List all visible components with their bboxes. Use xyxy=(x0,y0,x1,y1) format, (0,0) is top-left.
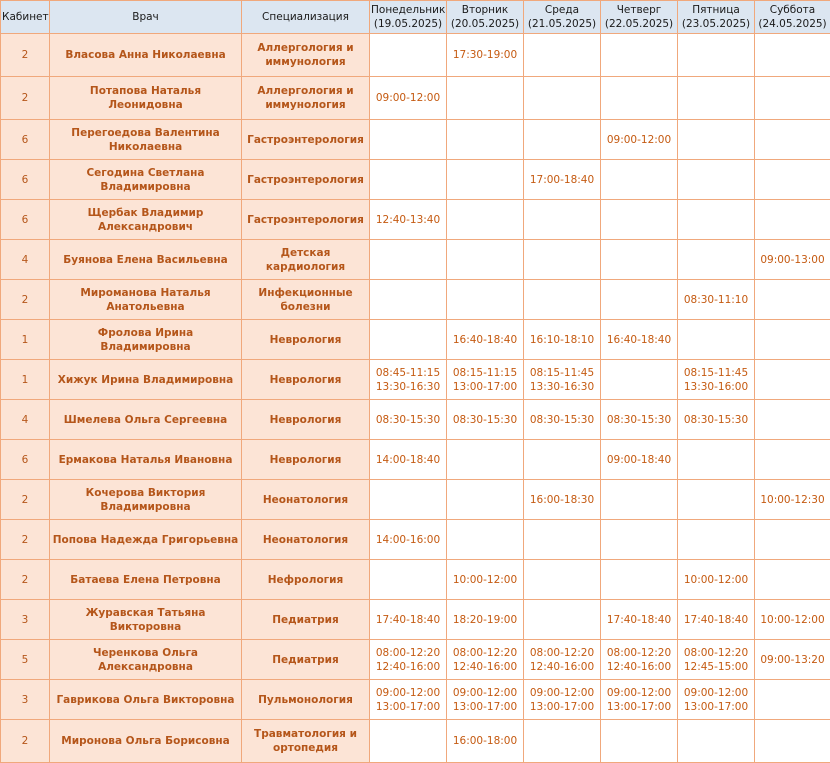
doctor-cell: Батаева Елена Петровна xyxy=(50,560,242,600)
doctor-cell: Миронова Ольга Борисовна xyxy=(50,720,242,763)
header-day-date: (24.05.2025) xyxy=(756,17,829,31)
table-row xyxy=(1,640,830,680)
room-cell: 6 xyxy=(1,160,50,200)
room-cell: 5 xyxy=(1,640,50,680)
time-cell xyxy=(601,34,678,77)
time-cell: 08:15-11:45 13:30-16:00 xyxy=(678,360,755,400)
header-doctor: Врач xyxy=(50,1,242,34)
header-day-name: Понедельник xyxy=(371,3,445,17)
table-row xyxy=(1,34,830,77)
time-cell: 10:00-12:00 xyxy=(678,560,755,600)
doctor-cell: Гаврикова Ольга Викторовна xyxy=(50,680,242,720)
specialty-cell: Травматология и ортопедия xyxy=(242,720,370,763)
time-cell xyxy=(524,120,601,160)
header-day-date: (19.05.2025) xyxy=(371,17,445,31)
time-cell xyxy=(678,320,755,360)
specialty-cell: Нефрология xyxy=(242,560,370,600)
specialty-cell: Аллергология и иммунология xyxy=(242,77,370,120)
doctor-cell: Попова Надежда Григорьевна xyxy=(50,520,242,560)
specialty-cell: Аллергология и иммунология xyxy=(242,34,370,77)
doctor-cell: Перегоедова Валентина Николаевна xyxy=(50,120,242,160)
time-cell xyxy=(601,240,678,280)
time-cell: 09:00-18:40 xyxy=(601,440,678,480)
room-cell: 2 xyxy=(1,560,50,600)
specialty-cell: Педиатрия xyxy=(242,600,370,640)
room-cell: 2 xyxy=(1,77,50,120)
time-cell: 16:10-18:10 xyxy=(524,320,601,360)
time-cell xyxy=(524,440,601,480)
header-day-name: Суббота xyxy=(756,3,829,17)
time-cell xyxy=(678,480,755,520)
time-cell: 09:00-12:00 13:00-17:00 xyxy=(601,680,678,720)
time-cell xyxy=(678,34,755,77)
time-cell xyxy=(755,77,830,120)
time-cell xyxy=(755,200,830,240)
time-cell xyxy=(601,360,678,400)
doctor-cell: Журавская Татьяна Викторовна xyxy=(50,600,242,640)
time-cell xyxy=(524,240,601,280)
header-day-name: Пятница xyxy=(679,3,753,17)
specialty-cell: Гастроэнтерология xyxy=(242,120,370,160)
doctor-cell: Ермакова Наталья Ивановна xyxy=(50,440,242,480)
time-cell: 09:00-12:00 xyxy=(601,120,678,160)
specialty-cell: Гастроэнтерология xyxy=(242,200,370,240)
header-row xyxy=(1,1,830,34)
time-cell xyxy=(678,240,755,280)
time-cell xyxy=(447,440,524,480)
time-cell: 08:00-12:20 12:40-16:00 xyxy=(601,640,678,680)
schedule-body xyxy=(1,34,830,763)
specialty-cell: Педиатрия xyxy=(242,640,370,680)
time-cell xyxy=(524,280,601,320)
specialty-cell: Пульмонология xyxy=(242,680,370,720)
time-cell: 08:00-12:20 12:40-16:00 xyxy=(524,640,601,680)
time-cell xyxy=(370,320,447,360)
doctor-cell: Шмелева Ольга Сергеевна xyxy=(50,400,242,440)
time-cell xyxy=(370,120,447,160)
table-row xyxy=(1,400,830,440)
doctor-cell: Хижук Ирина Владимировна xyxy=(50,360,242,400)
room-cell: 6 xyxy=(1,200,50,240)
time-cell xyxy=(447,77,524,120)
header-day-date: (21.05.2025) xyxy=(525,17,599,31)
table-row xyxy=(1,600,830,640)
doctor-cell: Кочерова Виктория Владимировна xyxy=(50,480,242,520)
time-cell xyxy=(601,480,678,520)
time-cell xyxy=(678,77,755,120)
time-cell xyxy=(678,200,755,240)
table-row xyxy=(1,160,830,200)
time-cell xyxy=(447,280,524,320)
table-row xyxy=(1,360,830,400)
time-cell: 14:00-16:00 xyxy=(370,520,447,560)
table-row xyxy=(1,680,830,720)
time-cell xyxy=(370,720,447,763)
time-cell xyxy=(601,560,678,600)
time-cell xyxy=(524,600,601,640)
time-cell xyxy=(447,120,524,160)
table-row xyxy=(1,320,830,360)
time-cell: 08:15-11:45 13:30-16:30 xyxy=(524,360,601,400)
time-cell: 08:00-12:20 12:40-16:00 xyxy=(447,640,524,680)
doctor-cell: Черенкова Ольга Александровна xyxy=(50,640,242,680)
table-row xyxy=(1,480,830,520)
specialty-cell: Детская кардиология xyxy=(242,240,370,280)
time-cell xyxy=(678,160,755,200)
table-row xyxy=(1,200,830,240)
time-cell xyxy=(370,280,447,320)
room-cell: 1 xyxy=(1,320,50,360)
table-row xyxy=(1,240,830,280)
doctor-cell: Буянова Елена Васильевна xyxy=(50,240,242,280)
room-cell: 4 xyxy=(1,400,50,440)
time-cell xyxy=(601,200,678,240)
time-cell: 17:30-19:00 xyxy=(447,34,524,77)
time-cell xyxy=(755,440,830,480)
time-cell: 16:40-18:40 xyxy=(601,320,678,360)
time-cell xyxy=(678,440,755,480)
time-cell xyxy=(755,560,830,600)
time-cell xyxy=(755,680,830,720)
time-cell xyxy=(755,360,830,400)
time-cell xyxy=(370,160,447,200)
doctor-cell: Мироманова Наталья Анатольевна xyxy=(50,280,242,320)
time-cell xyxy=(447,160,524,200)
table-row xyxy=(1,560,830,600)
time-cell: 08:30-15:30 xyxy=(370,400,447,440)
header-day-name: Вторник xyxy=(448,3,522,17)
time-cell xyxy=(447,240,524,280)
header-day xyxy=(447,1,524,34)
time-cell: 10:00-12:30 xyxy=(755,480,830,520)
room-cell: 3 xyxy=(1,600,50,640)
time-cell xyxy=(678,720,755,763)
doctor-cell: Потапова Наталья Леонидовна xyxy=(50,77,242,120)
time-cell xyxy=(447,480,524,520)
table-row xyxy=(1,280,830,320)
time-cell xyxy=(370,240,447,280)
time-cell: 09:00-12:00 13:00-17:00 xyxy=(678,680,755,720)
room-cell: 6 xyxy=(1,440,50,480)
room-cell: 2 xyxy=(1,34,50,77)
time-cell: 17:40-18:40 xyxy=(601,600,678,640)
time-cell xyxy=(370,480,447,520)
time-cell: 08:30-15:30 xyxy=(678,400,755,440)
time-cell xyxy=(755,34,830,77)
time-cell xyxy=(755,320,830,360)
time-cell: 09:00-13:00 xyxy=(755,240,830,280)
time-cell: 09:00-12:00 13:00-17:00 xyxy=(370,680,447,720)
time-cell: 16:40-18:40 xyxy=(447,320,524,360)
time-cell: 10:00-12:00 xyxy=(755,600,830,640)
header-room: Кабинет xyxy=(1,1,50,34)
time-cell xyxy=(755,720,830,763)
room-cell: 2 xyxy=(1,280,50,320)
header-day xyxy=(524,1,601,34)
room-cell: 2 xyxy=(1,480,50,520)
header-day xyxy=(755,1,830,34)
header-day-name: Среда xyxy=(525,3,599,17)
doctor-cell: Власова Анна Николаевна xyxy=(50,34,242,77)
time-cell: 10:00-12:00 xyxy=(447,560,524,600)
time-cell xyxy=(678,120,755,160)
time-cell: 12:40-13:40 xyxy=(370,200,447,240)
time-cell xyxy=(755,520,830,560)
time-cell: 09:00-12:00 xyxy=(370,77,447,120)
time-cell: 17:40-18:40 xyxy=(370,600,447,640)
specialty-cell: Неврология xyxy=(242,440,370,480)
specialty-cell: Инфекционные болезни xyxy=(242,280,370,320)
time-cell xyxy=(524,560,601,600)
specialty-cell: Неонатология xyxy=(242,480,370,520)
header-specialty: Специализация xyxy=(242,1,370,34)
time-cell xyxy=(678,520,755,560)
time-cell: 08:30-15:30 xyxy=(601,400,678,440)
table-row xyxy=(1,120,830,160)
specialty-cell: Неврология xyxy=(242,360,370,400)
room-cell: 2 xyxy=(1,720,50,763)
time-cell: 09:00-12:00 13:00-17:00 xyxy=(524,680,601,720)
time-cell xyxy=(755,160,830,200)
time-cell: 09:00-12:00 13:00-17:00 xyxy=(447,680,524,720)
time-cell xyxy=(601,720,678,763)
specialty-cell: Неврология xyxy=(242,400,370,440)
header-day-date: (23.05.2025) xyxy=(679,17,753,31)
time-cell: 08:00-12:20 12:40-16:00 xyxy=(370,640,447,680)
table-row xyxy=(1,720,830,763)
header-day-name: Четверг xyxy=(602,3,676,17)
time-cell: 17:40-18:40 xyxy=(678,600,755,640)
specialty-cell: Гастроэнтерология xyxy=(242,160,370,200)
time-cell xyxy=(447,200,524,240)
table-row xyxy=(1,440,830,480)
time-cell xyxy=(524,34,601,77)
time-cell: 08:00-12:20 12:45-15:00 xyxy=(678,640,755,680)
time-cell: 08:45-11:15 13:30-16:30 xyxy=(370,360,447,400)
time-cell: 08:15-11:15 13:00-17:00 xyxy=(447,360,524,400)
time-cell: 08:30-15:30 xyxy=(524,400,601,440)
time-cell xyxy=(370,34,447,77)
time-cell xyxy=(447,520,524,560)
table-row xyxy=(1,77,830,120)
specialty-cell: Неонатология xyxy=(242,520,370,560)
room-cell: 6 xyxy=(1,120,50,160)
time-cell: 09:00-13:20 xyxy=(755,640,830,680)
time-cell xyxy=(755,120,830,160)
header-day-date: (20.05.2025) xyxy=(448,17,522,31)
room-cell: 4 xyxy=(1,240,50,280)
time-cell xyxy=(524,720,601,763)
header-day xyxy=(370,1,447,34)
header-day-date: (22.05.2025) xyxy=(602,17,676,31)
doctor-cell: Сегодина Светлана Владимировна xyxy=(50,160,242,200)
time-cell xyxy=(370,560,447,600)
time-cell: 08:30-15:30 xyxy=(447,400,524,440)
time-cell xyxy=(755,280,830,320)
time-cell xyxy=(524,200,601,240)
room-cell: 3 xyxy=(1,680,50,720)
time-cell xyxy=(755,400,830,440)
room-cell: 2 xyxy=(1,520,50,560)
time-cell xyxy=(601,280,678,320)
doctor-cell: Фролова Ирина Владимировна xyxy=(50,320,242,360)
specialty-cell: Неврология xyxy=(242,320,370,360)
time-cell: 16:00-18:00 xyxy=(447,720,524,763)
time-cell xyxy=(524,520,601,560)
time-cell: 08:30-11:10 xyxy=(678,280,755,320)
time-cell: 14:00-18:40 xyxy=(370,440,447,480)
time-cell: 16:00-18:30 xyxy=(524,480,601,520)
time-cell xyxy=(601,77,678,120)
time-cell: 18:20-19:00 xyxy=(447,600,524,640)
room-cell: 1 xyxy=(1,360,50,400)
header-day xyxy=(601,1,678,34)
header-day xyxy=(678,1,755,34)
time-cell xyxy=(601,520,678,560)
time-cell xyxy=(601,160,678,200)
table-row xyxy=(1,520,830,560)
doctor-cell: Щербак Владимир Александрович xyxy=(50,200,242,240)
time-cell: 17:00-18:40 xyxy=(524,160,601,200)
time-cell xyxy=(524,77,601,120)
